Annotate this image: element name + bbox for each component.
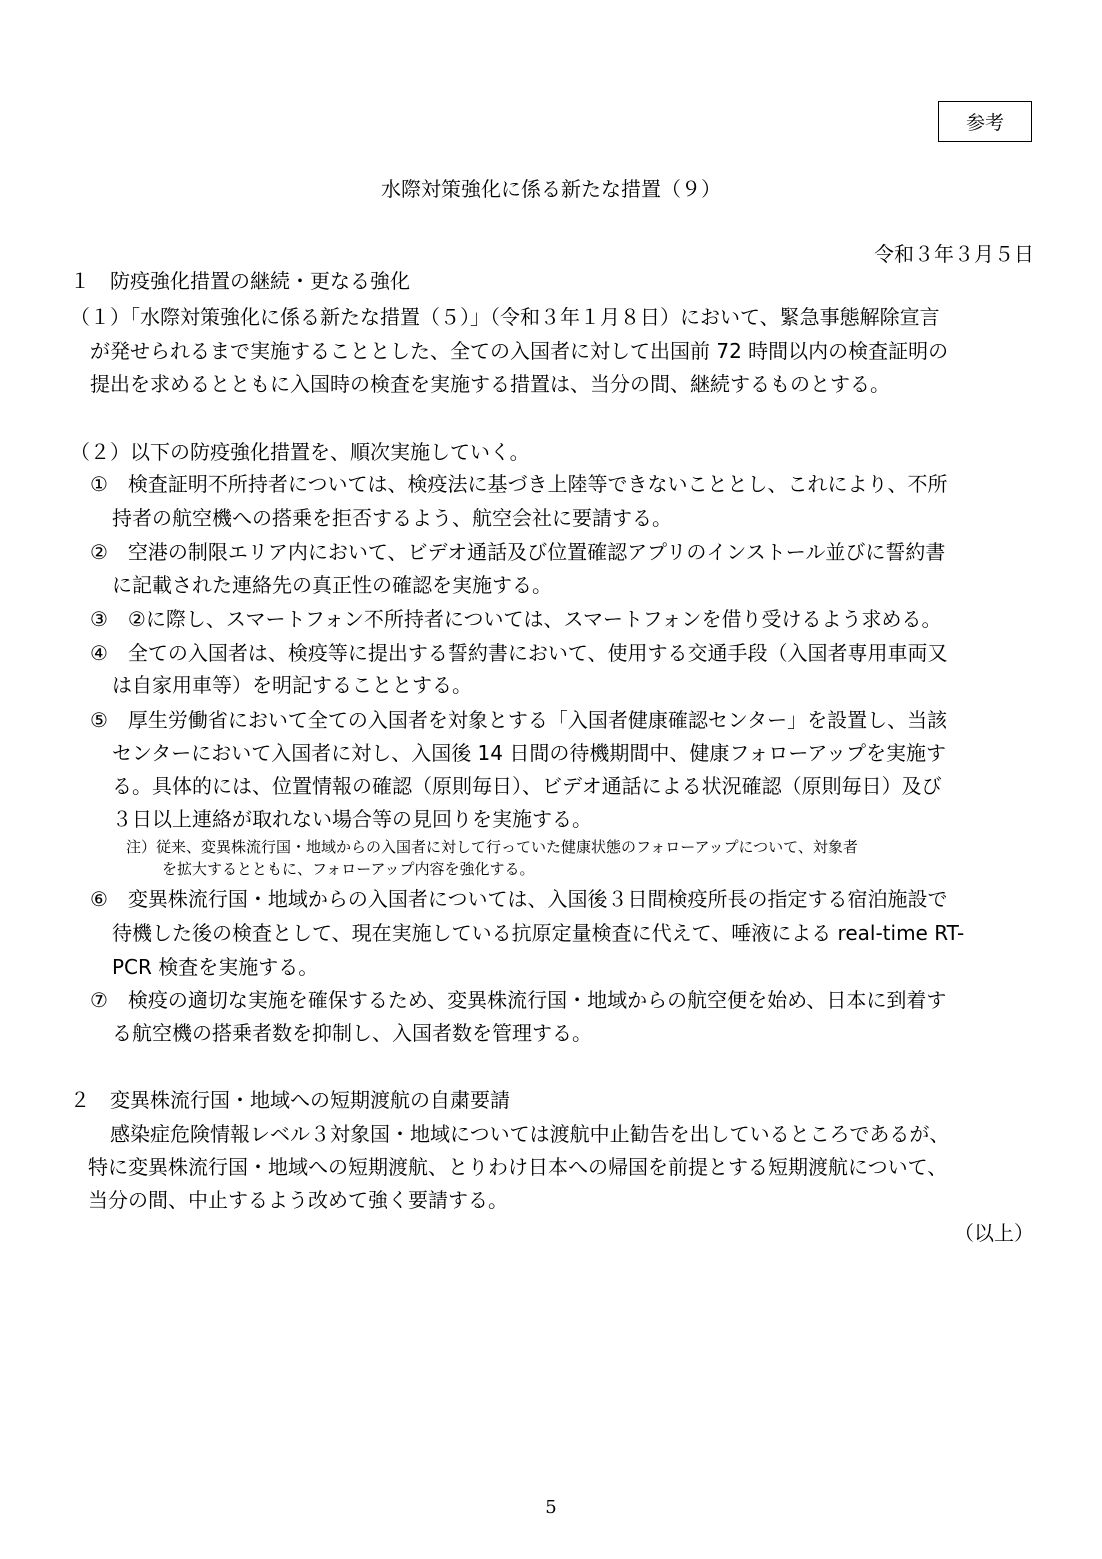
item-4-line-1: ④ 全ての入国者は、検疫等に提出する誓約書において、使用する交通手段（入国者専用車両又 [90,641,948,665]
item-1-line-1: ① 検査証明不所持者については、検疫法に基づき上陸等できないこととし、これにより、不所 [90,472,948,496]
document-date: 令和３年３月５日 [874,242,1034,266]
note-line-2: を拡大するとともに、フォローアップ内容を強化する。 [162,860,535,878]
item-2-line-1: ② 空港の制限エリア内において、ビデオ通話及び位置確認アプリのインストール並びに誓約書 [90,540,946,564]
section-2-body-line-2: 特に変異株流行国・地域への短期渡航、とりわけ日本への帰国を前提とする短期渡航について、 [88,1155,948,1179]
paragraph-1-line-1: （１）「水際対策強化に係る新たな措置（５）」（令和３年１月８日）において、緊急事態解除宣言 [70,305,940,329]
item-5-line-2: センターにおいて入国者に対し、入国後 14 日間の待機期間中、健康フォローアップを実施す [112,741,946,765]
page-number: 5 [545,1497,557,1518]
item-5-line-4: ３日以上連絡が取れない場合等の見回りを実施する。 [112,807,592,831]
document-title: 水際対策強化に係る新たな措置（９） [381,177,721,201]
item-4-line-2: は自家用車等）を明記することとする。 [112,673,472,697]
item-1-line-2: 持者の航空機への搭乗を拒否するよう、航空会社に要請する。 [112,506,672,530]
item-6-line-2: 待機した後の検査として、現在実施している抗原定量検査に代えて、唾液による real-time RT- [112,921,965,945]
item-7-line-1: ⑦ 検疫の適切な実施を確保するため、変異株流行国・地域からの航空便を始め、日本に到着す [90,988,947,1012]
section-2-body-line-3: 当分の間、中止するよう改めて強く要請する。 [88,1188,508,1212]
paragraph-1-line-3: 提出を求めるとともに入国時の検査を実施する措置は、当分の間、継続するものとする。 [90,372,890,396]
paragraph-2-heading: （２）以下の防疫強化措置を、順次実施していく。 [70,440,530,464]
section-2-heading: ２ 変異株流行国・地域への短期渡航の自粛要請 [70,1088,510,1112]
item-5-line-3: る。具体的には、位置情報の確認（原則毎日）、ビデオ通話による状況確認（原則毎日）及び [112,774,942,798]
item-5-line-1: ⑤ 厚生労働省において全ての入国者を対象とする「入国者健康確認センター」を設置し、当該 [90,708,948,732]
note-line-1: 注）従来、変異株流行国・地域からの入国者に対して行っていた健康状態のフォローアップについて、対象者 [126,838,858,856]
item-2-line-2: に記載された連絡先の真正性の確認を実施する。 [112,573,552,597]
item-6-line-1: ⑥ 変異株流行国・地域からの入国者については、入国後３日間検疫所長の指定する宿泊施設で [90,887,948,911]
closing-mark: （以上） [954,1221,1034,1245]
item-3-line-1: ③ ②に際し、スマートフォン不所持者については、スマートフォンを借り受けるよう求める。 [90,607,942,631]
section-2-body-line-1: 感染症危険情報レベル３対象国・地域については渡航中止勧告を出しているところであるが、 [110,1122,950,1146]
reference-label-box [938,101,1032,142]
paragraph-1-line-2: が発せられるまで実施することとした、全ての入国者に対して出国前 72 時間以内の検査証明の [90,339,949,363]
section-1-heading: １ 防疫強化措置の継続・更なる強化 [70,269,410,293]
reference-label: 参考 [965,112,1004,134]
item-6-line-3: PCR 検査を実施する。 [112,955,319,979]
item-7-line-2: る航空機の搭乗者数を抑制し、入国者数を管理する。 [112,1021,592,1045]
